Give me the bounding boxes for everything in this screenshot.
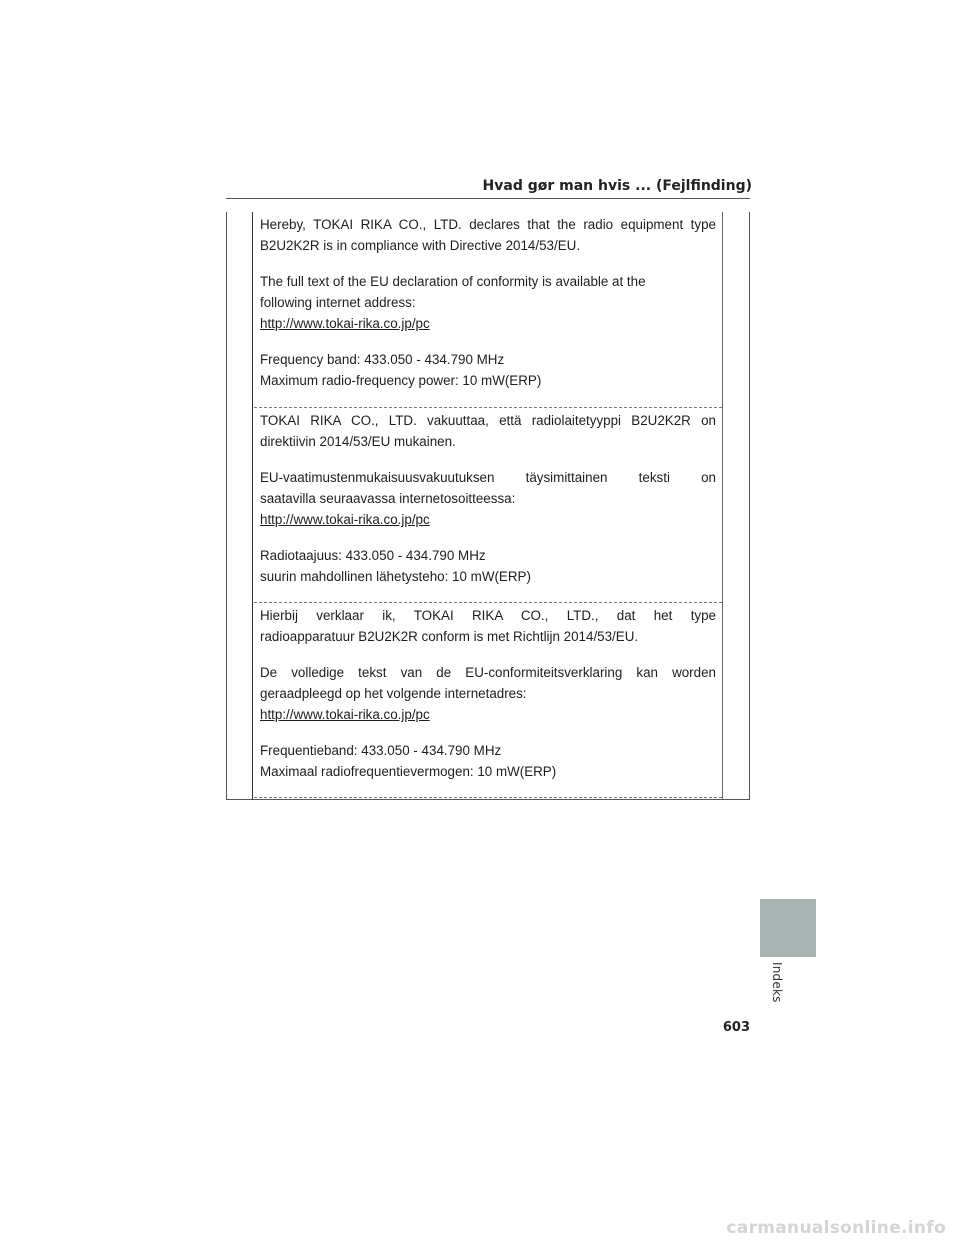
- declaration-line: EU-vaatimustenmukaisuusvakuutuksen täysimittainen teksti on: [260, 470, 716, 485]
- declaration-line: B2U2K2R is in compliance with Directive 2014/53/EU.: [260, 238, 581, 253]
- declaration-line: saatavilla seuraavassa internetosoitteessa:: [260, 491, 516, 506]
- declaration-dutch: [260, 605, 716, 782]
- header-rule: [226, 198, 750, 199]
- declaration-line: following internet address:: [260, 295, 416, 310]
- page-number: 603: [722, 1020, 750, 1035]
- max-power-line: suurin mahdollinen lähetysteho: 10 mW(ERP): [260, 569, 531, 584]
- declaration-url-link[interactable]: http://www.tokai-rika.co.jp/pc: [260, 707, 430, 722]
- index-tab-label: Indeks: [770, 962, 784, 1003]
- declaration-line: radioapparatuur B2U2K2R conform is met Richtlijn 2014/53/EU.: [260, 629, 639, 644]
- declaration-url-link[interactable]: http://www.tokai-rika.co.jp/pc: [260, 316, 430, 331]
- declaration-url-link[interactable]: http://www.tokai-rika.co.jp/pc: [260, 512, 430, 527]
- declaration-line: direktiivin 2014/53/EU mukainen.: [260, 434, 456, 449]
- max-power-line: Maximum radio-frequency power: 10 mW(ERP): [260, 373, 542, 388]
- section-divider: [254, 602, 722, 603]
- declaration-line: Hierbij verklaar ik, TOKAI RIKA CO., LTD., dat het type: [260, 608, 716, 623]
- section-divider: [254, 407, 722, 408]
- frequency-band-line: Frequency band: 433.050 - 434.790 MHz: [260, 352, 505, 367]
- watermark-text: carmanualsonline.info: [726, 1218, 946, 1238]
- section-divider: [254, 797, 722, 798]
- declaration-line: De volledige tekst van de EU-conformiteitsverklaring kan worden: [260, 665, 716, 680]
- frame-inner-left-rule: [252, 212, 253, 800]
- declaration-line: The full text of the EU declaration of conformity is available at the: [260, 274, 646, 289]
- declaration-line: Hereby, TOKAI RIKA CO., LTD. declares that the radio equipment type: [260, 217, 716, 232]
- frame-inner-right-rule: [722, 212, 723, 800]
- declaration-english: [260, 214, 716, 391]
- frequency-band-line: Frequentieband: 433.050 - 434.790 MHz: [260, 743, 502, 758]
- declaration-line: geraadpleegd op het volgende internetadres:: [260, 686, 527, 701]
- declaration-finnish: [260, 410, 716, 587]
- declaration-line: TOKAI RIKA CO., LTD. vakuuttaa, että radiolaitetyyppi B2U2K2R on: [260, 413, 716, 428]
- max-power-line: Maximaal radiofrequentievermogen: 10 mW(ERP): [260, 764, 557, 779]
- frequency-band-line: Radiotaajuus: 433.050 - 434.790 MHz: [260, 548, 486, 563]
- index-tab-marker[interactable]: [760, 899, 816, 957]
- page-header-title: Hvad gør man hvis ... (Fejlfinding): [482, 178, 752, 194]
